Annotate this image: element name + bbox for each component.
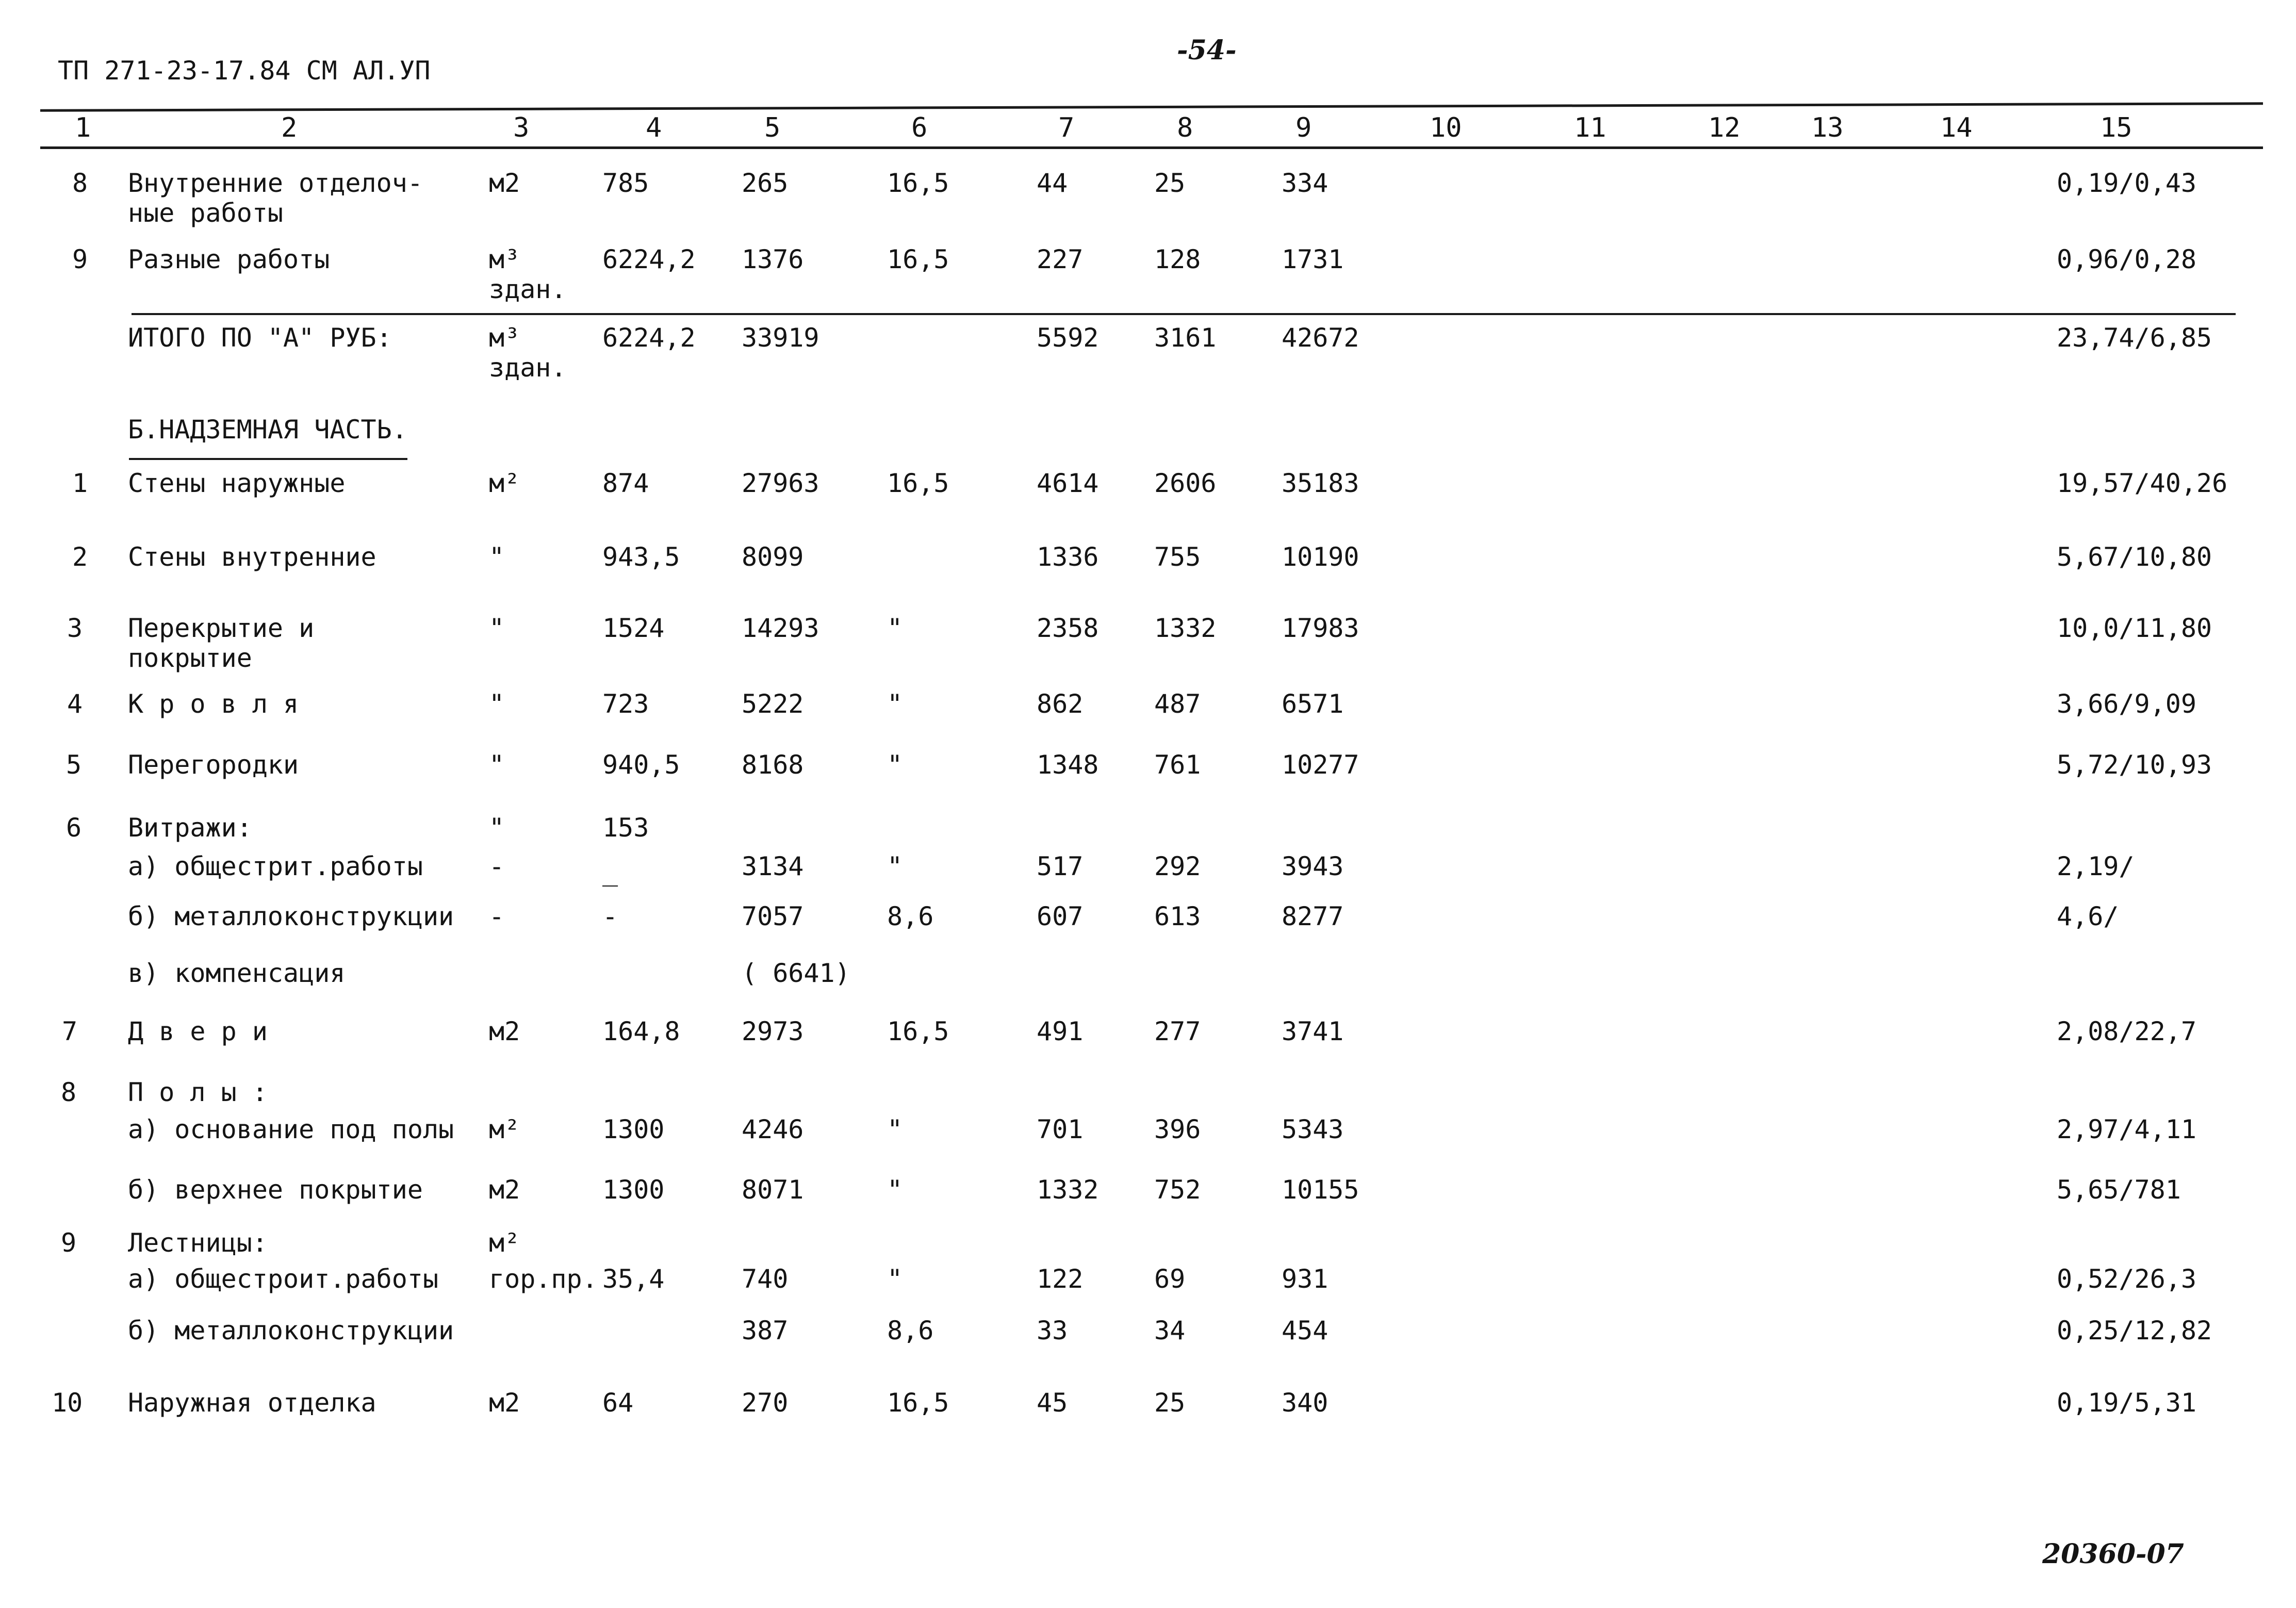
cell-col1: 7: [62, 1016, 78, 1046]
cell-col5: 5222: [742, 689, 804, 719]
cell-col6: ": [887, 689, 903, 719]
cell-col1: 4: [67, 689, 83, 719]
cell-col5: 1376: [742, 244, 804, 274]
cell-col5: 3134: [742, 851, 804, 881]
cell-col3: ": [489, 813, 505, 843]
cell-col4: 164,8: [602, 1016, 680, 1046]
cell-col3: м³: [489, 244, 520, 274]
cell-col6: 16,5: [887, 168, 949, 198]
col-header-10: 10: [1430, 112, 1462, 143]
cell-col4: -: [602, 901, 618, 931]
cell-col15: 23,74/6,85: [2057, 323, 2212, 353]
cell-col6: ": [887, 851, 903, 881]
cell-col15: 19,57/40,26: [2057, 468, 2228, 498]
cell-col5: 4246: [742, 1114, 804, 1144]
cell-col15: 2,08/22,7: [2057, 1016, 2196, 1046]
cell-col7: 491: [1037, 1016, 1084, 1046]
col-header-6: 6: [911, 112, 928, 143]
cell-col6: ": [887, 1175, 903, 1205]
col-header-2: 2: [281, 112, 298, 143]
col-header-9: 9: [1295, 112, 1312, 143]
col-header-4: 4: [646, 112, 662, 143]
cell-col2: б) металлоконструкции: [128, 1316, 454, 1346]
cell-col15: 2,19/: [2057, 851, 2135, 881]
cell-col3: м2: [489, 1016, 520, 1046]
cell-col7: 1336: [1037, 542, 1099, 572]
cell-col3: ": [489, 613, 505, 643]
cell-col3: гор.пр.: [489, 1264, 598, 1294]
cell-col3: м²: [489, 468, 520, 498]
cell-col3: м2: [489, 1388, 520, 1418]
cell-col5: 27963: [742, 468, 819, 498]
cell-col7: 227: [1037, 244, 1084, 274]
cell-col5: 8099: [742, 542, 804, 572]
cell-col15: 3,66/9,09: [2057, 689, 2196, 719]
cell-col4: 35,4: [602, 1264, 665, 1294]
cell-col5: 8071: [742, 1175, 804, 1205]
cell-col1: 1: [72, 468, 88, 498]
cell-col8: 2606: [1154, 468, 1217, 498]
cell-col7: 862: [1037, 689, 1084, 719]
page-number: -54-: [1177, 35, 1237, 66]
cell-col1: 9: [61, 1228, 77, 1258]
col-header-11: 11: [1574, 112, 1606, 143]
cell-col9: 5343: [1282, 1114, 1344, 1144]
cell-col4: 64: [602, 1388, 634, 1418]
cell-col6: 8,6: [887, 901, 934, 931]
cell-col5: 740: [742, 1264, 789, 1294]
cell-col3: -: [489, 851, 505, 881]
cell-col15: 0,19/5,31: [2057, 1388, 2196, 1418]
cell-col2: а) общестрит.работы: [128, 851, 423, 881]
cell-col9: 35183: [1282, 468, 1359, 498]
cell-col7: 607: [1037, 901, 1084, 931]
cell-col6: 16,5: [887, 1016, 949, 1046]
cell-col8: 487: [1154, 689, 1201, 719]
cell-col1: 3: [67, 613, 83, 643]
col-header-14: 14: [1940, 112, 1973, 143]
cell-col1: 8: [72, 168, 88, 198]
cell-col4: 1300: [602, 1114, 665, 1144]
cell-col7: 1348: [1037, 750, 1099, 780]
cell-col6: 16,5: [887, 468, 949, 498]
cell-col9: 6571: [1282, 689, 1344, 719]
cell-col2: б) металлоконструкции: [128, 901, 454, 931]
col-header-8: 8: [1177, 112, 1193, 143]
cell-col8: 1332: [1154, 613, 1217, 643]
col-header-3: 3: [513, 112, 530, 143]
cell-col15: 5,67/10,80: [2057, 542, 2212, 572]
cell-col7: 45: [1037, 1388, 1068, 1418]
cell-col7: 44: [1037, 168, 1068, 198]
cell-col8: 128: [1154, 244, 1201, 274]
cell-col15: 5,65/781: [2057, 1175, 2181, 1205]
header-bottom-rule: [40, 146, 2263, 149]
cell-col9: 10190: [1282, 542, 1359, 572]
cell-col9: 10277: [1282, 750, 1359, 780]
cell-col9: 42672: [1282, 323, 1359, 353]
cell-col15: 0,52/26,3: [2057, 1264, 2196, 1294]
cell-col3-line2: здан.: [489, 353, 567, 383]
col-header-5: 5: [764, 112, 781, 143]
cell-col2-line2: ные работы: [128, 198, 284, 228]
cell-col3: м³: [489, 323, 520, 353]
cell-col2: Перегородки: [128, 750, 299, 780]
cell-col7: 1332: [1037, 1175, 1099, 1205]
subtotal-rule: [132, 313, 2236, 315]
cell-col3: ": [489, 689, 505, 719]
cell-col5: 265: [742, 168, 789, 198]
cell-col8: 3161: [1154, 323, 1217, 353]
document-code: ТП 271-23-17.84 СМ АЛ.УП: [58, 56, 431, 86]
cell-col15: 4,6/: [2057, 901, 2119, 931]
cell-col8: 396: [1154, 1114, 1201, 1144]
cell-col15: 10,0/11,80: [2057, 613, 2212, 643]
cell-col6: 16,5: [887, 244, 949, 274]
cell-col3: -: [489, 901, 505, 931]
cell-col8: 292: [1154, 851, 1201, 881]
section-title-underline: [129, 458, 407, 460]
cell-col9: 3943: [1282, 851, 1344, 881]
cell-col5: ( 6641): [742, 958, 850, 988]
cell-col2: Стены наружные: [128, 468, 346, 498]
cell-col6: ": [887, 613, 903, 643]
cell-col2: Витражи:: [128, 813, 252, 843]
cell-col2: Разные работы: [128, 244, 330, 274]
cell-col9: 454: [1282, 1316, 1329, 1346]
cell-col2: Перекрытие и: [128, 613, 315, 643]
cell-col5: 33919: [742, 323, 819, 353]
cell-col9: 340: [1282, 1388, 1329, 1418]
cell-col8: 613: [1154, 901, 1201, 931]
cell-col8: 25: [1154, 168, 1186, 198]
col-header-12: 12: [1708, 112, 1741, 143]
cell-col9: 10155: [1282, 1175, 1359, 1205]
cell-col6: ": [887, 1264, 903, 1294]
cell-col7: 701: [1037, 1114, 1084, 1144]
cell-col2: ИТОГО ПО "А" РУБ:: [128, 323, 392, 353]
cell-col3: ": [489, 542, 505, 572]
cell-col5: 2973: [742, 1016, 804, 1046]
cell-col1: 2: [72, 542, 88, 572]
cell-col2: Д в е р и: [128, 1016, 268, 1046]
cell-col2: Внутренние отделоч-: [128, 168, 423, 198]
cell-col8: 69: [1154, 1264, 1186, 1294]
cell-col15: 2,97/4,11: [2057, 1114, 2196, 1144]
cell-col3: м²: [489, 1228, 520, 1258]
cell-col4: 1524: [602, 613, 665, 643]
cell-col6: 8,6: [887, 1316, 934, 1346]
cell-col15: 0,19/0,43: [2057, 168, 2196, 198]
col-header-15: 15: [2100, 112, 2133, 143]
cell-col3: м²: [489, 1114, 520, 1144]
cell-col4: 6224,2: [602, 323, 696, 353]
cell-col9: 8277: [1282, 901, 1344, 931]
cell-col3: ": [489, 750, 505, 780]
cell-col1: 5: [66, 750, 82, 780]
cell-col8: 277: [1154, 1016, 1201, 1046]
cell-col2: а) основание под полы: [128, 1114, 454, 1144]
header-top-rule: [40, 102, 2263, 112]
cell-col6: ": [887, 1114, 903, 1144]
cell-col1: 8: [61, 1077, 77, 1107]
cell-col4: 153: [602, 813, 649, 843]
cell-col5: 8168: [742, 750, 804, 780]
cell-col2: б) верхнее покрытие: [128, 1175, 423, 1205]
footer-code: 20360-07: [2042, 1538, 2184, 1570]
cell-col5: 7057: [742, 901, 804, 931]
cell-col4: 723: [602, 689, 649, 719]
cell-col15: 0,25/12,82: [2057, 1316, 2212, 1346]
cell-col2: Лестницы:: [128, 1228, 268, 1258]
cell-col6: ": [887, 750, 903, 780]
cell-col4: 785: [602, 168, 649, 198]
cell-col9: 1731: [1282, 244, 1344, 274]
cell-col2: Наружная отделка: [128, 1388, 376, 1418]
cell-col7: 5592: [1037, 323, 1099, 353]
cell-col7: 33: [1037, 1316, 1068, 1346]
cell-col7: 122: [1037, 1264, 1084, 1294]
cell-col3: м2: [489, 1175, 520, 1205]
cell-col6: 16,5: [887, 1388, 949, 1418]
cell-col5: 14293: [742, 613, 819, 643]
cell-col9: 334: [1282, 168, 1329, 198]
cell-col15: 5,72/10,93: [2057, 750, 2212, 780]
cell-col1: 9: [72, 244, 88, 274]
cell-col8: 25: [1154, 1388, 1186, 1418]
cell-col3: м2: [489, 168, 520, 198]
cell-col1: 6: [66, 813, 82, 843]
cell-col9: 931: [1282, 1264, 1329, 1294]
cell-col2: а) общестроит.работы: [128, 1264, 439, 1294]
cell-col8: 34: [1154, 1316, 1186, 1346]
cell-col4: 943,5: [602, 542, 680, 572]
cell-col2: в) компенсация: [128, 958, 346, 988]
cell-col5: 387: [742, 1316, 789, 1346]
cell-col5: 270: [742, 1388, 789, 1418]
cell-col7: 4614: [1037, 468, 1099, 498]
cell-col8: 761: [1154, 750, 1201, 780]
cell-col2: К р о в л я: [128, 689, 299, 719]
cell-col9: 17983: [1282, 613, 1359, 643]
cell-col15: 0,96/0,28: [2057, 244, 2196, 274]
cell-col7: 2358: [1037, 613, 1099, 643]
cell-col7: 517: [1037, 851, 1084, 881]
col-header-13: 13: [1811, 112, 1844, 143]
cell-col2: Б.НАДЗЕМНАЯ ЧАСТЬ.: [128, 415, 407, 445]
cell-col8: 755: [1154, 542, 1201, 572]
cell-col8: 752: [1154, 1175, 1201, 1205]
cell-col1: 10: [52, 1388, 83, 1418]
cell-col2: Стены внутренние: [128, 542, 376, 572]
cell-col3-line2: здан.: [489, 274, 567, 304]
col-header-1: 1: [75, 112, 91, 143]
cell-col9: 3741: [1282, 1016, 1344, 1046]
cell-col4: 940,5: [602, 750, 680, 780]
cell-col2: П о л ы :: [128, 1077, 268, 1107]
cell-col2-line2: покрытие: [128, 643, 252, 673]
cell-col4: 1300: [602, 1175, 665, 1205]
cell-col4: 874: [602, 468, 649, 498]
cell-col4: 6224,2: [602, 244, 696, 274]
cell-col4: _: [602, 857, 618, 887]
col-header-7: 7: [1058, 112, 1075, 143]
